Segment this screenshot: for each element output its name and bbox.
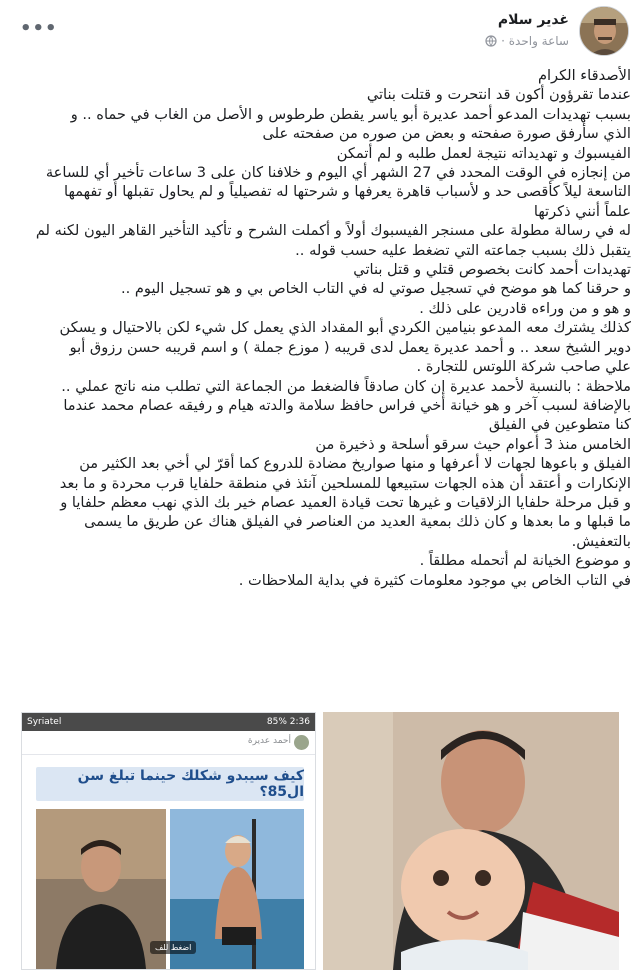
post-body [7, 66, 631, 590]
post-line: الإنكارات و أعتقد أن هذه الجهات ستبيعها للمسلحين آنئذ في منطقة حلفايا قرب محردة و ما بعد [59, 474, 631, 492]
post-time[interactable]: ساعة واحدة · [501, 34, 569, 48]
post-line: التاسعة ليلاً كأقصى حد و لأسباب قاهرة يعرفها و شرحتها له تفصيلياً و لم يحاول تقبلها أو تفهمها [64, 183, 631, 201]
inner-post-header [22, 731, 315, 755]
post-line: ما قبلها و ما بعدها و كان ذلك بمعية العديد من العناصر في الفيلق هناك عن طريق ما يسمى [84, 513, 631, 531]
post-meta [485, 34, 569, 48]
post-header [0, 0, 639, 62]
photo-screenshot[interactable] [21, 712, 316, 970]
phone-status-bar [22, 713, 315, 731]
post-line: بسبب تهديدات المدعو أحمد عديرة أبو ياسر يقطن طرطوس و الأصل من الغاب في حماه .. و [70, 105, 631, 123]
post-line: في التاب الخاص بي موجود معلومات كثيرة في بداية الملاحظات . [238, 571, 631, 589]
post-line: كنا متطوعين في الفيلق [488, 416, 631, 434]
post-line: الفيلق و باعوها لجهات لا أعرفها و منها صواريخ مضادة للدروع كما أقرّ لي أخي بعد الكثير من [79, 455, 631, 473]
post-line: دوير الشيخ سعد .. و أحمد عديرة يعمل لدى قريبه ( موزع جملة ) و اسم قريبه حسن رزوق أبو [69, 338, 631, 356]
post-line: الأصدقاء الكرام [537, 67, 631, 84]
tap-sticker: اضغط للف [150, 941, 196, 954]
photo-attachments [0, 708, 639, 972]
more-options-icon[interactable]: ••• [20, 18, 58, 39]
post-line: الخامس منذ 3 أعوام حيث سرقو أسلحة و ذخيرة من [315, 435, 631, 453]
globe-icon [485, 35, 497, 47]
author-avatar[interactable] [579, 6, 629, 56]
post-line: من إنجازه في الوقت المحدد في 27 الشهر أي اليوم و خلافنا كان على 3 ساعات تأخير أي للساعة [45, 164, 631, 182]
post-line: له في رسالة مطولة على مسنجر الفيسبوك أولاً و أكملت الشرح و تأكيد التأخير القاهر اليون لكنه لم [35, 222, 631, 240]
post-line: علماً أنني ذكرتها [533, 202, 631, 220]
post-line: تهديدات أحمد كانت بخصوص قتلي و قتل بناتي [353, 261, 631, 279]
inner-author-name: أحمد عديرة [247, 736, 291, 746]
aging-banner: كيف سيبدو شكلك حينما تبلغ سن ال85؟ [36, 767, 304, 801]
post-line: يتقبل ذلك بسبب جماعته التي تضغط عليه حسب قوله .. [295, 241, 631, 259]
post-line: كذلك يشترك معه المدعو بنيامين الكردي أبو المقداد الذي يعمل كل شيء لكن بالاحتيال و يسكن [59, 319, 631, 337]
post-line: الفيسبوك و تهديداته نتيجة لعمل طلبه و لم أتمكن [336, 144, 631, 162]
carrier-label: Syriatel [27, 717, 62, 727]
post-line: بالإضافة لسبب آخر و هو خيانة أخي فراس حافظ سلامة والدته هيام و رفيقه عصام محمد عندما [63, 396, 631, 414]
post-line: و قبل مرحلة حلفايا الزلاقيات و غيرها تحت قيادة العميد عصام خير بك الذي نهب معظم حلفايا و [60, 493, 631, 511]
post-line: عندما تقرؤون أكون قد انتحرت و قتلت بناتي [366, 86, 631, 104]
post-line: و حرقنا كما هو موضح في تسجيل صوتي له في التاب الخاص بي و هو تسجيل اليوم .. [120, 280, 631, 298]
battery-time-label: 85% 2:36 [266, 717, 310, 727]
post-line: علي صاحب شركة اللوتس للتجارة . [416, 358, 631, 376]
post-line: و هو و من وراءه قادرين على ذلك . [419, 299, 631, 317]
photo-man-with-baby[interactable] [323, 712, 619, 970]
post-line: ملاحظة : بالنسبة لأحمد عديرة إن كان صادقاً فالضغط من الجماعة التي تطلب منه ناتج عملي .. [61, 377, 631, 395]
post-line: بالتعفيش. [571, 532, 631, 550]
man-photo [36, 809, 166, 969]
post-line: و موضوع الخيانة لم أتحمله مطلقاً . [419, 552, 631, 570]
inner-avatar [294, 735, 309, 750]
author-name[interactable]: غدير سلام [497, 12, 569, 28]
post-line: الذي سأرفق صورة صفحته و بعض من صوره من صفحته على [262, 125, 631, 143]
